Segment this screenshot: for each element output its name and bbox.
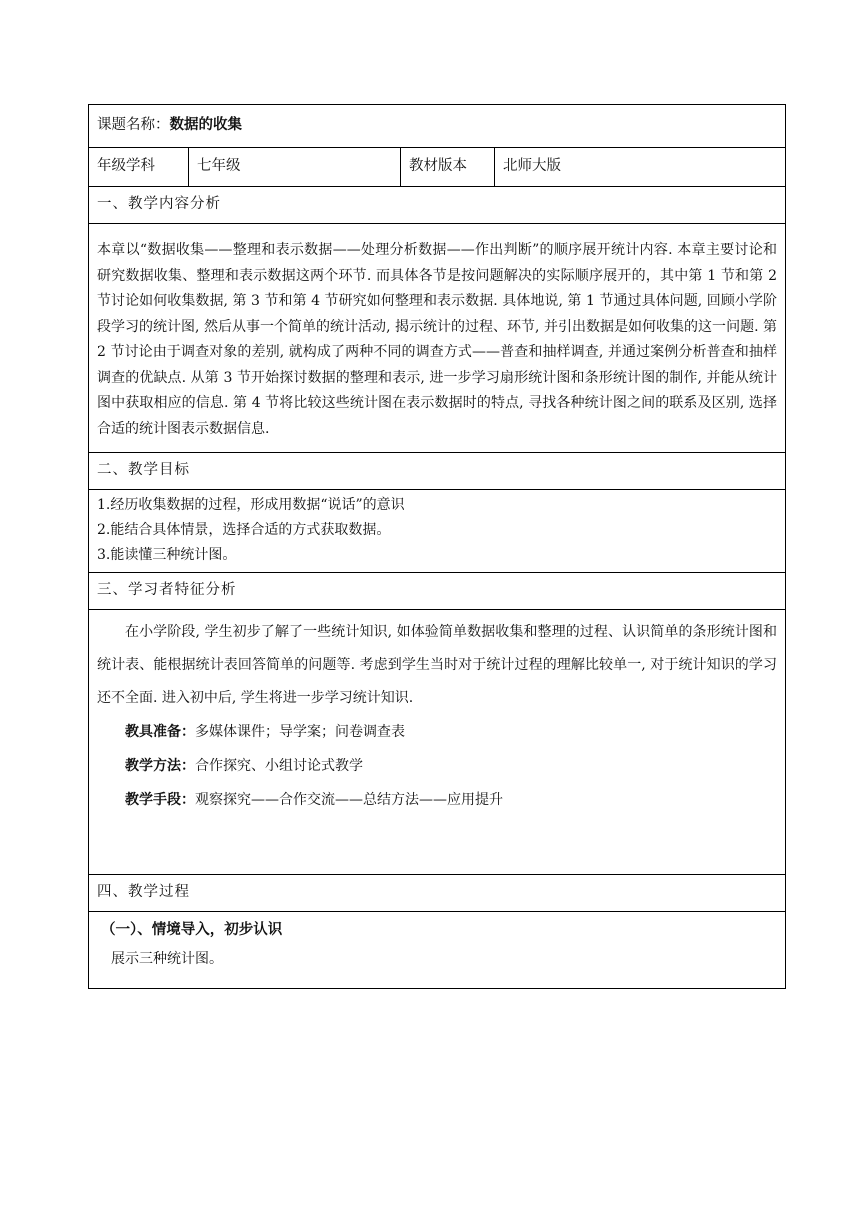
section1-heading-row bbox=[89, 187, 786, 224]
method-line bbox=[97, 749, 777, 783]
method-label: 教学方法： bbox=[125, 758, 195, 774]
goal-item: 1.经历收集数据的过程，形成用数据“说话”的意识 bbox=[97, 496, 405, 513]
method-value: 合作探究、小组讨论式教学 bbox=[195, 758, 363, 774]
tools-value: 多媒体课件；导学案；问卷调查表 bbox=[195, 724, 405, 740]
section3-heading: 三、学习者特征分析 bbox=[89, 573, 786, 610]
process-subheading: （一）、情境导入，初步认识 bbox=[101, 922, 283, 938]
section4-content-row bbox=[89, 912, 786, 989]
goal-item: 2.能结合具体情景，选择合适的方式获取数据。 bbox=[97, 521, 391, 538]
content-analysis-text: 本章以“数据收集——整理和表示数据——处理分析数据——作出判断”的顺序展开统计内容. 本章主要讨论和研究数据收集、整理和表示数据这两个环节. 而具体各节是按问题解决的实际顺序展开的，其中第 1 节和第 2 节讨论如何收集数据, 第 3 节和第 4 节研究如何整理和表示数据. 具体地说, 第 1 节通过具体问题, 回顾小学阶段学习的统计图, 然后从事一个简单的统计活动, 揭示统计的过程、环节, 并引出数据是如何收集的这一问题. 第 2 节讨论由于调查对象的差别, 就构成了两种不同的调查方式——普查和抽样调查, 并通过案例分析普查和抽样调查的优缺点. 从第 3 节开始探讨数据的整理和表示, 进一步学习扇形统计图和条形统计图的制作, 并能从统计图中获取相应的信息. 第 4 节将比较这些统计图在表示数据时的特点, 寻找各种统计图之间的联系及区别, 选择合适的统计图表示数据信息. bbox=[97, 242, 777, 437]
section4-heading-row bbox=[89, 875, 786, 912]
section4-heading: 四、教学过程 bbox=[89, 875, 786, 912]
edition-label: 教材版本 bbox=[401, 148, 495, 187]
section1-heading: 一、教学内容分析 bbox=[89, 187, 786, 224]
section3-content-row bbox=[89, 610, 786, 875]
means-value: 观察探究——合作交流——总结方法——应用提升 bbox=[195, 792, 503, 808]
title-cell bbox=[89, 105, 786, 148]
lesson-plan-table bbox=[88, 104, 786, 989]
grade-label: 年级学科 bbox=[89, 148, 189, 187]
title-label: 课题名称： bbox=[97, 117, 170, 134]
means-label: 教学手段： bbox=[125, 792, 195, 808]
section2-content-row bbox=[89, 490, 786, 573]
means-line bbox=[97, 783, 777, 817]
tools-label: 教具准备： bbox=[125, 724, 195, 740]
info-row bbox=[89, 148, 786, 187]
section1-content-row bbox=[89, 224, 786, 453]
section2-heading: 二、教学目标 bbox=[89, 453, 786, 490]
learner-analysis-text: 在小学阶段, 学生初步了解了一些统计知识, 如体验简单数据收集和整理的过程、认识简单的条形统计图和统计表、能根据统计表回答简单的问题等. 考虑到学生当时对于统计过程的理解比较单一, 对于统计知识的学习还不全面. 进入初中后, 学生将进一步学习统计知识. bbox=[97, 624, 777, 706]
section2-heading-row bbox=[89, 453, 786, 490]
title-row bbox=[89, 105, 786, 148]
tools-line bbox=[97, 715, 777, 749]
lesson-title: 数据的收集 bbox=[169, 117, 242, 134]
edition-value: 北师大版 bbox=[495, 148, 786, 187]
process-text: 展示三种统计图。 bbox=[111, 951, 223, 967]
section3-heading-row bbox=[89, 573, 786, 610]
grade-value: 七年级 bbox=[189, 148, 401, 187]
goal-item: 3.能读懂三种统计图。 bbox=[97, 546, 237, 563]
